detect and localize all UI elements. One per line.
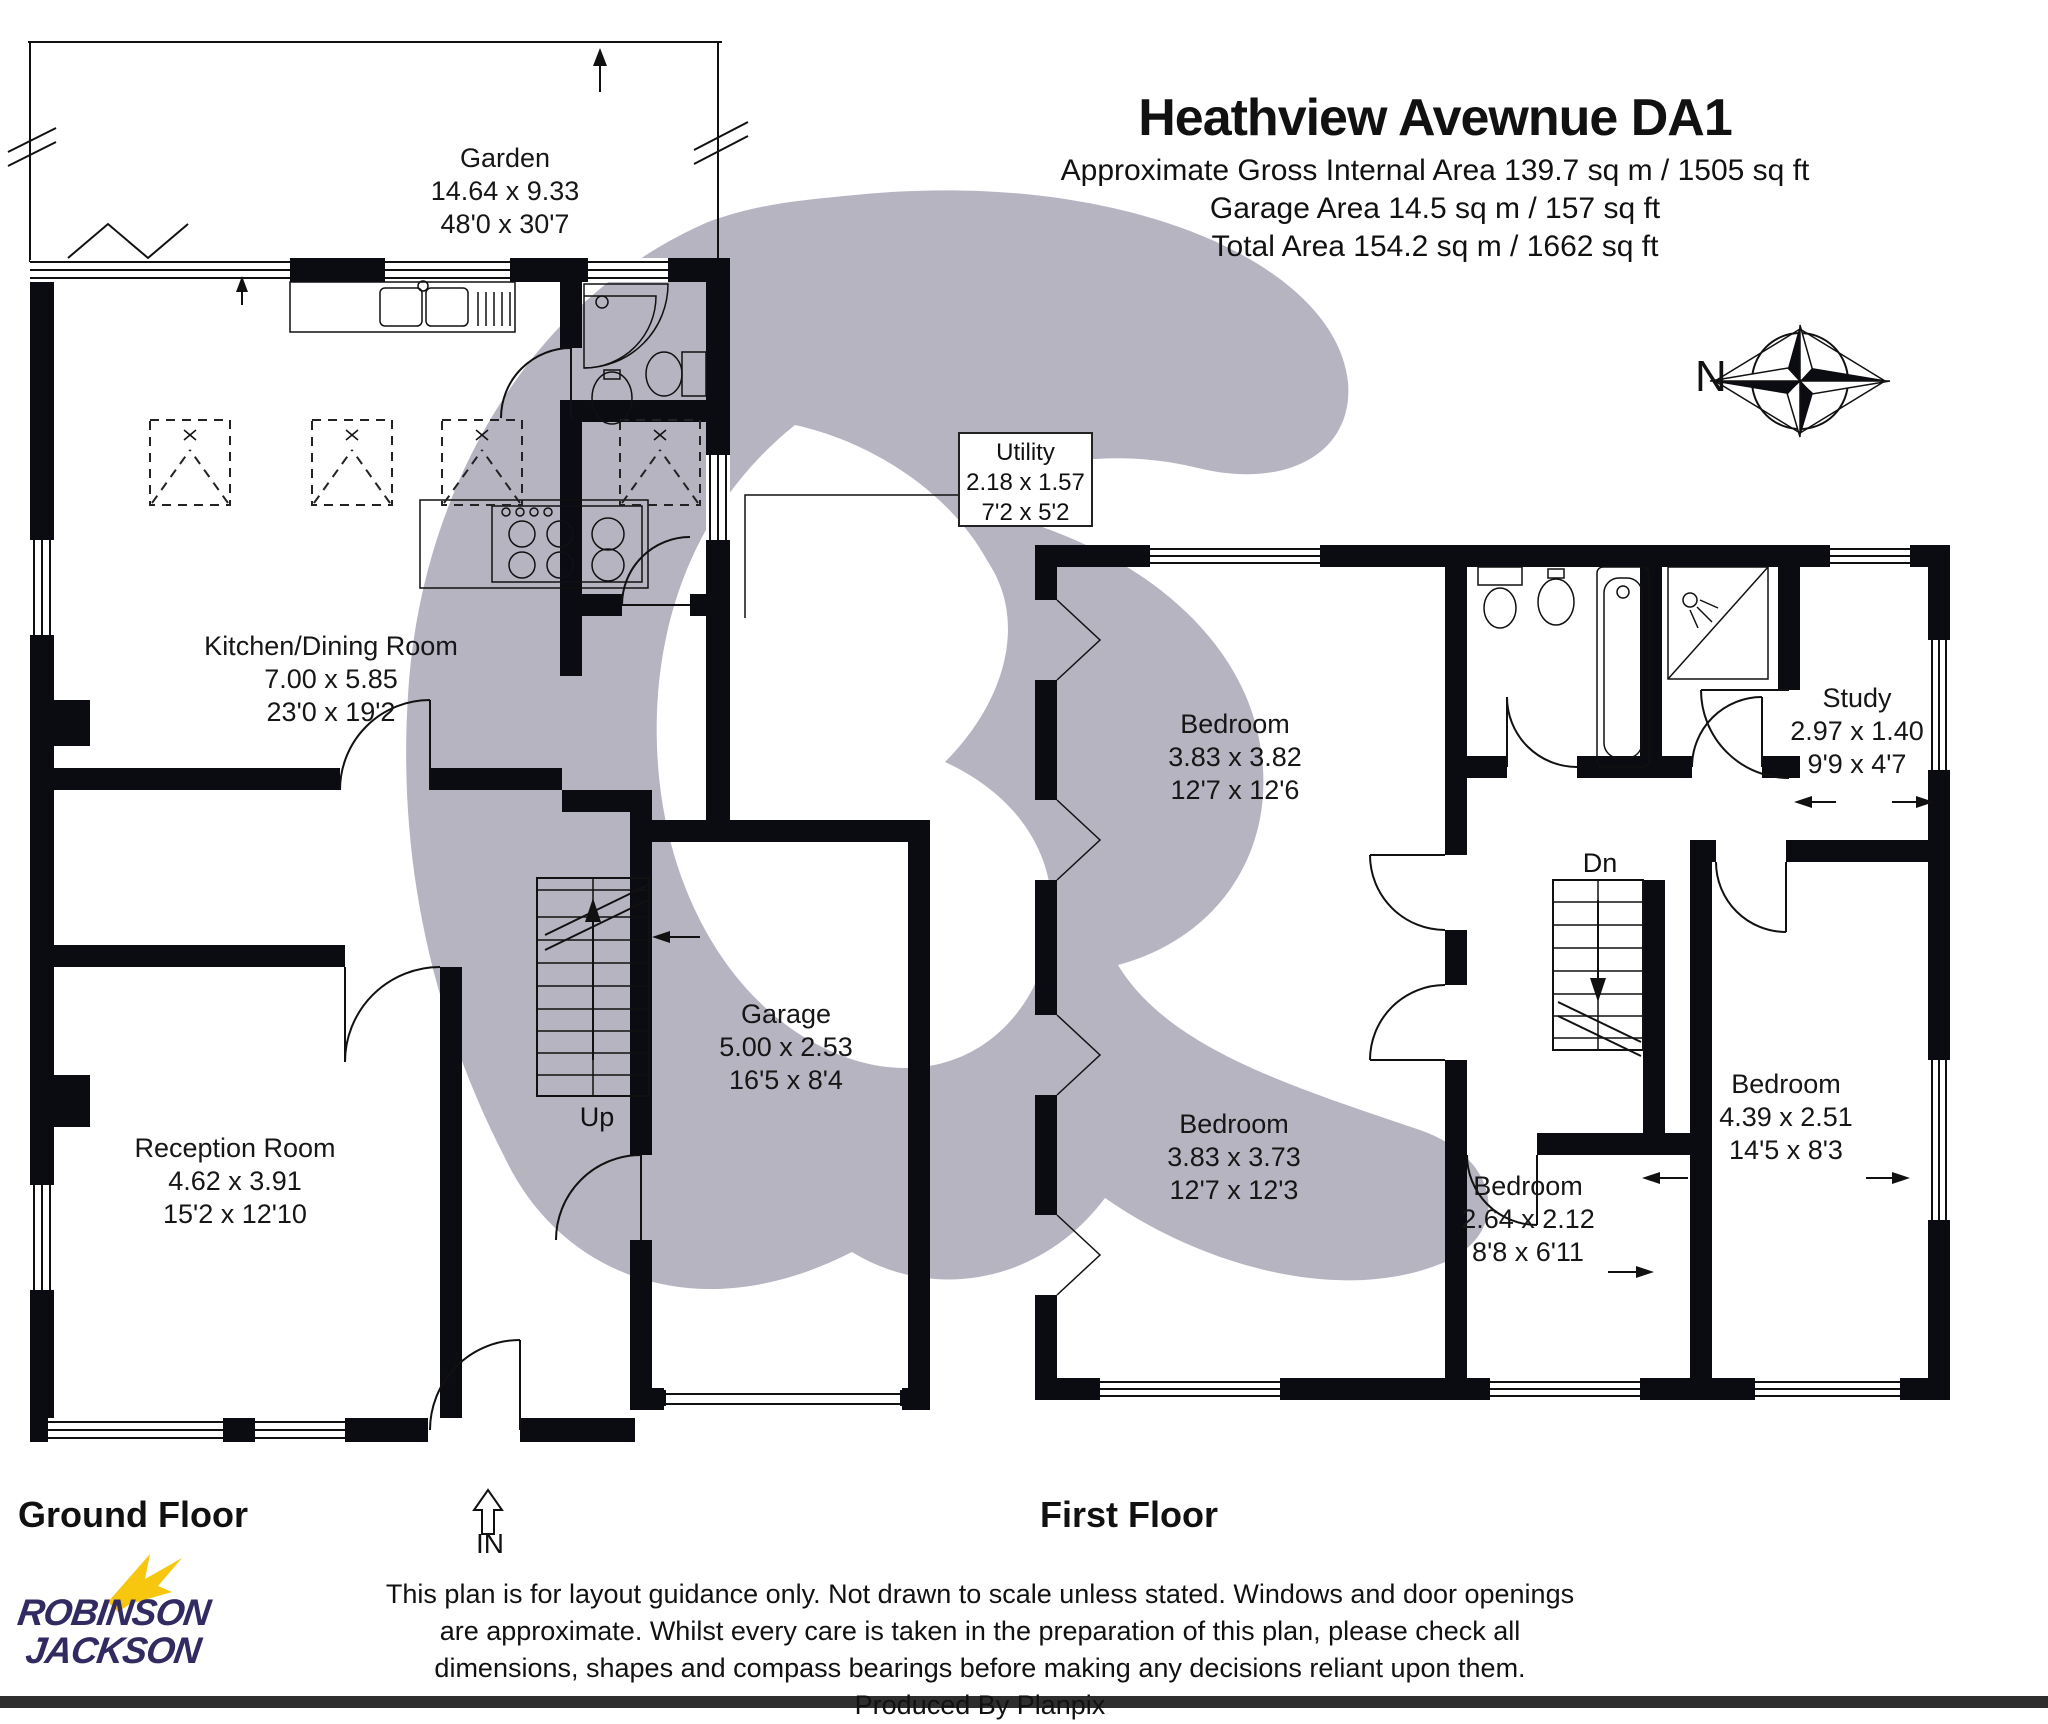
- compass-rose: [1710, 325, 1890, 437]
- room-imperial: 16'5 x 8'4: [729, 1065, 843, 1095]
- total-area-line: Total Area 154.2 sq m / 1662 sq ft: [1211, 230, 1659, 263]
- room-name: Study: [1822, 683, 1892, 713]
- room-label-kitchen-dining: [204, 630, 458, 729]
- room-name: Bedroom: [1180, 709, 1290, 739]
- stairs-up-label: Up: [579, 1102, 615, 1132]
- first-floor-label: First Floor: [1040, 1494, 1218, 1535]
- room-name: Bedroom: [1731, 1069, 1841, 1099]
- room-label-bedroom-3: [1461, 1170, 1595, 1269]
- room-label-utility: [958, 432, 1093, 527]
- room-label-bedroom-2: [1167, 1108, 1301, 1207]
- stairs-down: [1553, 880, 1643, 1056]
- logo-text-jackson: JACKSON: [23, 1630, 203, 1671]
- disclaimer-line-4: Produced By Planpix: [854, 1690, 1106, 1720]
- kitchen-counter-sink: [290, 281, 515, 332]
- room-label-garden: [431, 142, 580, 241]
- room-name: Reception Room: [134, 1133, 336, 1163]
- room-label-study: [1790, 682, 1924, 781]
- room-imperial: 23'0 x 19'2: [266, 697, 396, 727]
- page-title: Heathview Avewnue DA1: [1138, 89, 1732, 147]
- room-imperial: 48'0 x 30'7: [440, 209, 570, 239]
- room-imperial: 14'5 x 8'3: [1729, 1135, 1843, 1165]
- robinson-jackson-logo: [14, 1552, 214, 1692]
- room-name: Bedroom: [1473, 1171, 1583, 1201]
- gross-area-line: Approximate Gross Internal Area 139.7 sq m / 1505 sq ft: [1060, 154, 1810, 187]
- disclaimer-line-2: are approximate. Whilst every care is taken in the preparation of this plan, please check all: [439, 1616, 1521, 1646]
- room-metric: 2.97 x 1.40: [1790, 716, 1924, 746]
- entrance-in-label: IN: [476, 1528, 504, 1559]
- stairs-down-label: Dn: [1582, 848, 1618, 878]
- room-name: Kitchen/Dining Room: [204, 631, 458, 661]
- room-name: Utility: [996, 439, 1055, 466]
- garage-area-line: Garage Area 14.5 sq m / 157 sq ft: [1209, 192, 1661, 225]
- room-imperial: 12'7 x 12'6: [1170, 775, 1300, 805]
- room-imperial: 9'9 x 4'7: [1807, 749, 1907, 779]
- room-metric: 4.39 x 2.51: [1719, 1102, 1853, 1132]
- ground-floor-label: Ground Floor: [18, 1494, 248, 1535]
- disclaimer-line-3: dimensions, shapes and compass bearings before making any decisions reliant upon them.: [434, 1653, 1526, 1683]
- logo-text-robinson: ROBINSON: [15, 1592, 213, 1633]
- room-imperial: 7'2 x 5'2: [981, 499, 1070, 526]
- area-summary: [1061, 152, 1810, 266]
- room-imperial: 15'2 x 12'10: [163, 1199, 307, 1229]
- room-metric: 2.64 x 2.12: [1461, 1204, 1595, 1234]
- room-label-bedroom-4: [1719, 1068, 1853, 1167]
- room-label-garage: [719, 998, 853, 1097]
- garden-outline: [8, 42, 748, 262]
- room-name: Garage: [740, 999, 832, 1029]
- garage-door: [658, 1390, 908, 1406]
- room-label-reception: [134, 1132, 335, 1231]
- planpix-watermark: [406, 190, 1488, 1289]
- disclaimer-line-1: This plan is for layout guidance only. Not drawn to scale unless stated. Windows and door openings: [385, 1579, 1575, 1609]
- room-metric: 5.00 x 2.53: [719, 1032, 853, 1062]
- room-metric: 14.64 x 9.33: [430, 176, 580, 206]
- room-name: Garden: [459, 143, 551, 173]
- room-metric: 2.18 x 1.57: [966, 469, 1085, 496]
- room-label-bedroom-1: [1168, 708, 1302, 807]
- room-metric: 4.62 x 3.91: [168, 1166, 302, 1196]
- compass-north-label: N: [1695, 352, 1727, 401]
- room-metric: 3.83 x 3.82: [1168, 742, 1302, 772]
- room-metric: 3.83 x 3.73: [1167, 1142, 1301, 1172]
- shower-cubicle: [1668, 567, 1768, 679]
- room-imperial: 12'7 x 12'3: [1169, 1175, 1299, 1205]
- room-name: Bedroom: [1179, 1109, 1289, 1139]
- bathroom-fixtures: [1478, 567, 1649, 767]
- room-imperial: 8'8 x 6'11: [1472, 1237, 1584, 1267]
- disclaimer: [386, 1576, 1574, 1724]
- room-metric: 7.00 x 5.85: [264, 664, 398, 694]
